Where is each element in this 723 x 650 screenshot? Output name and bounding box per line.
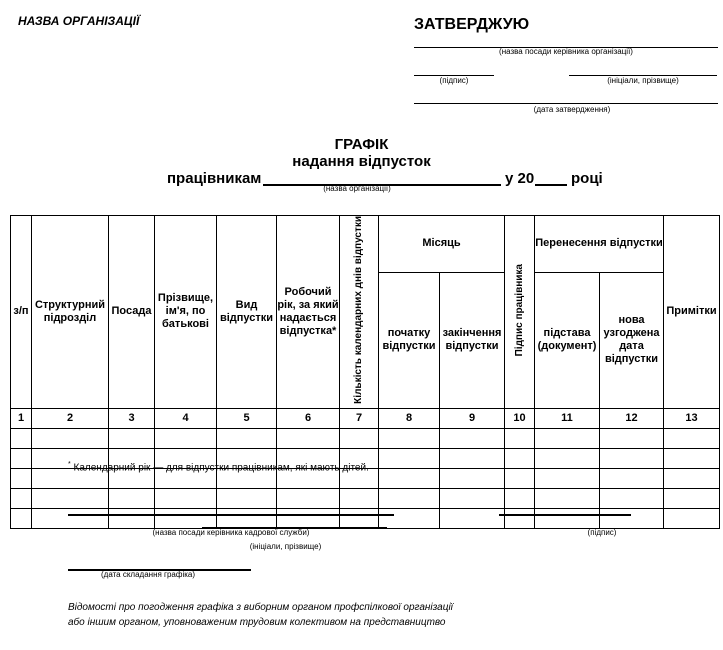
year-fill-line [535,184,567,186]
header-notes: Примітки [664,216,720,409]
header-full-name: Прізвище, ім'я, по батькові [155,216,217,409]
year-label: у 20 [505,170,535,187]
vacation-schedule-table [10,215,720,529]
table-cell[interactable] [505,428,535,448]
header-basis: підстава (документ) [535,272,600,408]
table-cell[interactable] [664,448,720,468]
signature-caption: (підпис) [439,76,469,85]
table-cell[interactable] [217,488,277,508]
organization-name: НАЗВА ОРГАНІЗАЦІЇ [18,14,140,28]
table-cell[interactable] [379,448,440,468]
table-cell[interactable] [535,488,600,508]
hr-position-line [68,514,394,516]
header-days-count [340,216,379,409]
document-title: ГРАФІК [334,136,389,153]
column-number: 9 [440,408,505,428]
table-cell[interactable] [11,508,32,528]
agreement-line-2: або іншим органом, уповноваженим трудовим колективом на представництво [68,617,446,628]
header-days-count-text: Кількість календарних днів відпустки [353,216,364,404]
approve-heading: ЗАТВЕРДЖУЮ [414,16,530,33]
table-cell[interactable] [217,428,277,448]
column-number: 5 [217,408,277,428]
table-cell[interactable] [664,428,720,448]
footnote-text: Календарний рік — для відпустки працівникам, які мають дітей. [73,462,369,474]
header-start: початку відпустки [379,272,440,408]
table-cell[interactable] [535,508,600,528]
header-signature-text: Підпис працівника [513,263,525,357]
document-subtitle: надання відпусток [292,153,431,170]
table-cell[interactable] [440,448,505,468]
column-number: 4 [155,408,217,428]
table-cell[interactable] [505,448,535,468]
table-cell[interactable] [379,468,440,488]
header-signature [505,216,535,409]
table-cell[interactable] [664,488,720,508]
hr-signature-line [499,514,631,516]
column-number: 3 [109,408,155,428]
table-cell[interactable] [155,488,217,508]
hr-signature-caption: (підпис) [587,528,617,537]
table-cell[interactable] [109,488,155,508]
column-number: 13 [664,408,720,428]
table-row [11,508,720,528]
header-new-date: нова узгоджена дата відпустки [600,272,664,408]
workers-label: працівникам [167,170,262,187]
column-number: 10 [505,408,535,428]
table-cell[interactable] [505,508,535,528]
table-cell[interactable] [277,428,340,448]
table-cell[interactable] [32,488,109,508]
table-cell[interactable] [277,508,340,528]
table-cell[interactable] [664,468,720,488]
table-cell[interactable] [440,468,505,488]
initials-caption: (ініціали, прізвище) [607,76,679,85]
year-suffix: році [571,170,603,187]
table-cell[interactable] [664,508,720,528]
table-cell[interactable] [600,468,664,488]
table-cell[interactable] [505,468,535,488]
header-transfer: Перенесення відпустки [535,216,664,273]
table-cell[interactable] [217,508,277,528]
header-number: з/п [11,216,32,409]
table-cell[interactable] [440,488,505,508]
header-end: закінчення відпустки [440,272,505,408]
table-cell[interactable] [600,488,664,508]
compile-date-caption: (дата складання графіка) [100,570,196,579]
table-cell[interactable] [535,468,600,488]
position-caption: (назва посади керівника організації) [499,47,633,56]
table-cell[interactable] [11,428,32,448]
table-cell[interactable] [11,468,32,488]
table-cell[interactable] [32,428,109,448]
table-cell[interactable] [440,508,505,528]
table-cell[interactable] [379,488,440,508]
agreement-note [68,600,453,630]
table-cell[interactable] [32,508,109,528]
table-cell[interactable] [440,428,505,448]
table-cell[interactable] [109,508,155,528]
table-cell[interactable] [277,488,340,508]
column-number: 1 [11,408,32,428]
hr-position-caption: (назва посади керівника кадрової служби) [152,528,310,537]
table-cell[interactable] [379,428,440,448]
header-position: Посада [109,216,155,409]
column-number: 8 [379,408,440,428]
table-cell[interactable] [535,448,600,468]
hr-initials-caption: (ініціали, прізвище) [249,542,322,551]
table-cell[interactable] [535,428,600,448]
header-department: Структурний підрозділ [32,216,109,409]
table-cell[interactable] [340,488,379,508]
table-cell[interactable] [155,508,217,528]
table-cell[interactable] [600,428,664,448]
agreement-line-1: Відомості про погодження графіка з виборним органом профспілкової організації [68,602,453,613]
table-cell[interactable] [600,448,664,468]
table-cell[interactable] [505,488,535,508]
column-number: 7 [340,408,379,428]
table-row [11,428,720,448]
header-leave-type: Вид відпустки [217,216,277,409]
column-number: 11 [535,408,600,428]
table-cell[interactable] [600,508,664,528]
column-number: 2 [32,408,109,428]
column-number-row [11,408,720,428]
approval-date-line [414,103,718,104]
table-cell[interactable] [340,508,379,528]
table-cell[interactable] [379,508,440,528]
table-cell[interactable] [340,428,379,448]
table-row [11,488,720,508]
table-cell[interactable] [155,428,217,448]
header-month: Місяць [379,216,505,273]
table-cell[interactable] [109,428,155,448]
column-number: 6 [277,408,340,428]
table-cell[interactable] [11,448,32,468]
column-number: 12 [600,408,664,428]
table-cell[interactable] [11,488,32,508]
header-row-top [11,216,720,273]
organization-caption: (назва організації) [323,184,391,193]
footnote: * Календарний рік — для відпустки працівникам, які мають дітей. [68,461,369,474]
header-working-year: Робочий рік, за який надається відпустка* [277,216,340,409]
approval-date-caption: (дата затвердження) [533,105,611,114]
